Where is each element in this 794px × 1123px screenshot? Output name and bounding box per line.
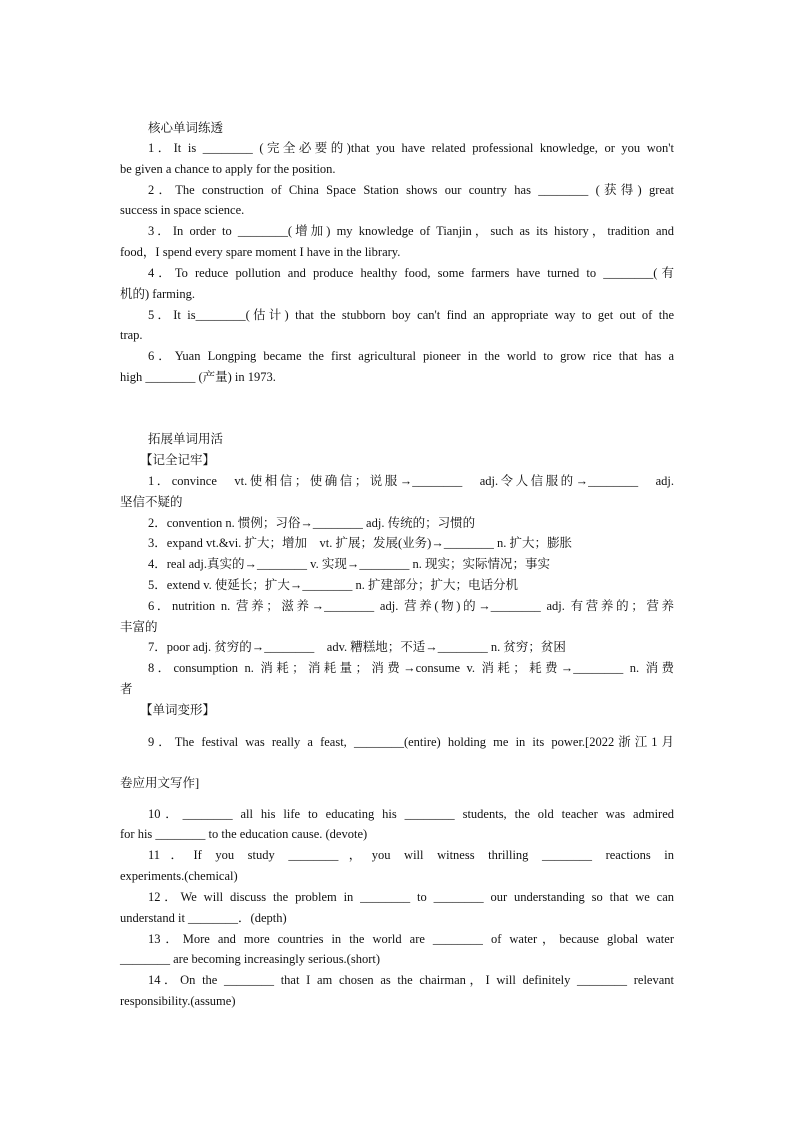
- question-5-line-2: trap.: [120, 328, 143, 342]
- question-1-line-2: be given a chance to apply for the position.: [120, 162, 336, 176]
- item-6-line-1: 6．nutrition n. 营养；滋养→________ adj. 营养(物)的→________ adj. 有营养的；营养: [148, 599, 674, 613]
- question-12-line-1: 12．We will discuss the problem in ________ to ________ our understanding so that we can: [148, 890, 674, 904]
- question-3-line-1: 3．In order to ________(增加) my knowledge of Tianjin，such as its history，tradition and: [148, 224, 674, 238]
- section-title-core-words: 核心单词练透: [148, 120, 224, 135]
- question-2-line-2: success in space science.: [120, 203, 245, 217]
- question-11-line-2: experiments.(chemical): [120, 869, 238, 883]
- question-14-line-1: 14．On the ________ that I am chosen as the chairman，I will definitely ________ relevant: [148, 973, 674, 987]
- question-2-line-1: 2．The construction of China Space Station shows our country has ________ (获得) great: [148, 183, 674, 197]
- item-8-line-1: 8．consumption n. 消耗；消耗量；消费→consume v. 消耗；耗费→________ n. 消费: [148, 661, 674, 675]
- item-2: 2．convention n. 惯例；习俗→________ adj. 传统的；习惯的: [148, 516, 476, 530]
- item-1-line-2: 坚信不疑的: [120, 495, 183, 509]
- item-8-line-2: 者: [120, 682, 133, 696]
- question-4-line-2: 机的) farming.: [120, 287, 195, 301]
- item-3: 3．expand vt.&vi. 扩大；增加 vt. 扩展；发展(业务)→________ n. 扩大；膨胀: [148, 536, 572, 550]
- item-4: 4．real adj.真实的→________ v. 实现→________ n. 现实；实际情况；事实: [148, 557, 550, 571]
- question-11-line-1: 11．If you study ________，you will witness thrilling ________ reactions in: [148, 848, 674, 862]
- section-title-extended-words: 拓展单词用活: [148, 431, 224, 446]
- question-13-line-2: ________ are becoming increasingly serious.(short): [120, 952, 381, 966]
- question-10-line-2: for his ________ to the education cause. (devote): [120, 827, 368, 841]
- item-6-line-2: 丰富的: [120, 620, 158, 634]
- question-6-line-1: 6．Yuan Longping became the first agricultural pioneer in the world to grow rice that has a: [148, 349, 674, 363]
- question-5-line-1: 5．It is________(估计) that the stubborn boy can't find an appropriate way to get out of the: [148, 308, 674, 322]
- question-10-line-1: 10．________ all his life to educating his ________ students, the old teacher was admired: [148, 807, 674, 821]
- question-9-line-2: 卷应用文写作]: [120, 776, 200, 790]
- item-7: 7．poor adj. 贫穷的→________ adv. 糟糕地；不适→________ n. 贫穷；贫困: [148, 640, 566, 654]
- item-5: 5．extend v. 使延长；扩大→________ n. 扩建部分；扩大；电话分机: [148, 578, 519, 592]
- question-1-line-1: 1．It is ________ (完全必要的)that you have related professional knowledge, or you won't: [148, 141, 674, 155]
- question-4-line-1: 4．To reduce pollution and produce healthy food, some farmers have turned to ________(有: [148, 266, 674, 280]
- question-13-line-1: 13．More and more countries in the world are ________ of water，because global water: [148, 932, 674, 946]
- question-6-line-2: high ________ (产量) in 1973.: [120, 370, 276, 384]
- subheading-memorize: 【记全记牢】: [140, 452, 216, 467]
- question-14-line-2: responsibility.(assume): [120, 994, 236, 1008]
- item-1-line-1: 1．convince vt.使相信；使确信；说服→________ adj.令人信服的→________ adj.: [148, 474, 674, 488]
- question-12-line-2: understand it ________．(depth): [120, 911, 287, 925]
- question-3-line-2: food，I spend every spare moment I have in the library.: [120, 245, 401, 259]
- subheading-word-forms: 【单词变形】: [140, 702, 216, 717]
- question-9-line-1: 9．The festival was really a feast, ________(entire) holding me in its power.[2022浙江1月: [148, 735, 674, 749]
